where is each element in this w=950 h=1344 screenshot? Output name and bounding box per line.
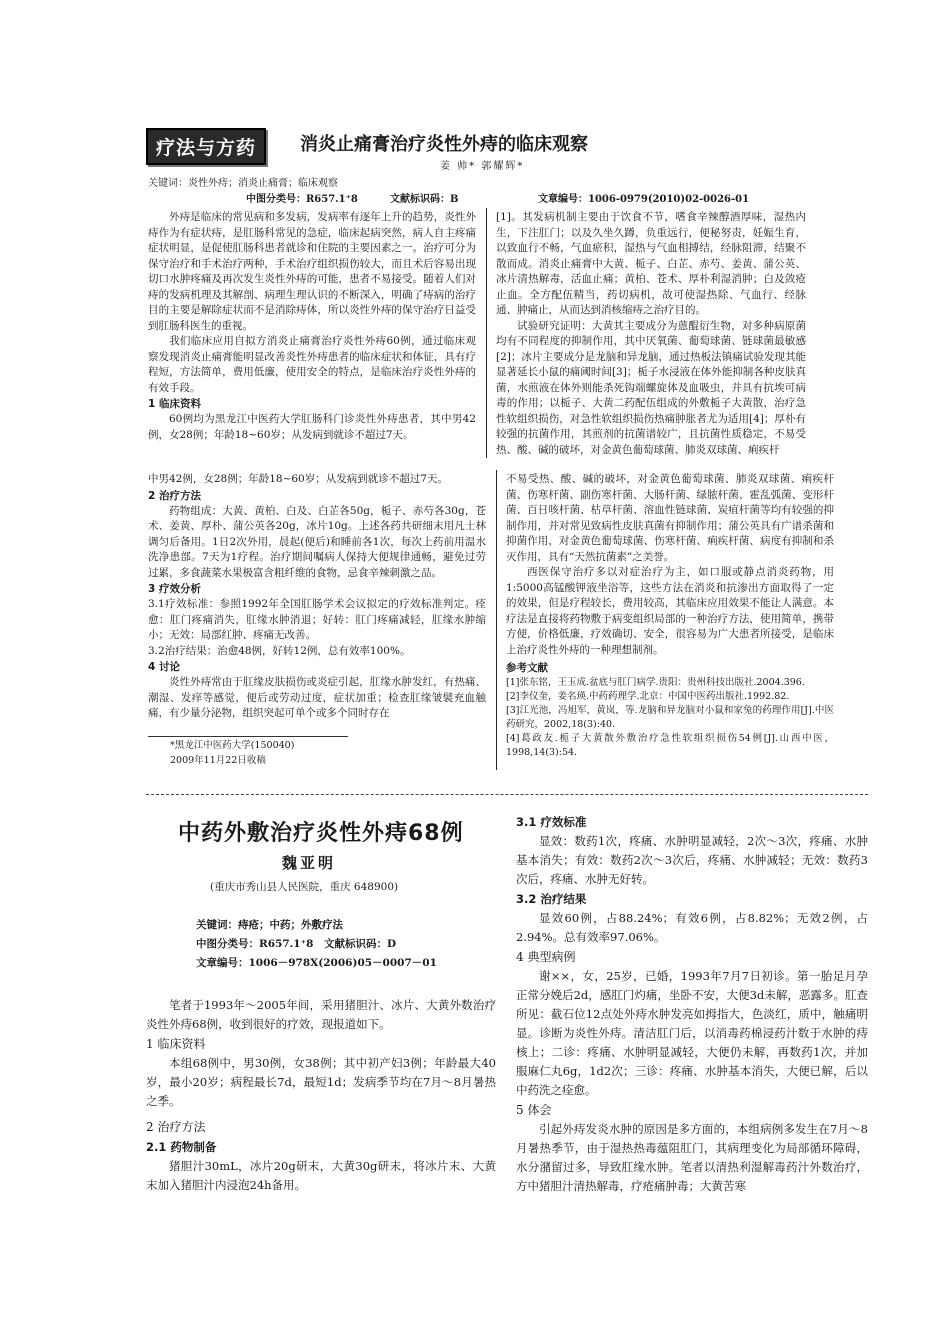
paragraph: 不易受热、酸、碱的破坏，对金黄色葡萄球菌、肺炎双球菌、痢疾杆菌、伤寒杆菌、副伤寒杆菌、大肠杆菌、绿脓杆菌、霍乱弧菌、变形杆菌、百日咳杆菌、枯草杆菌、溶血性链球菌、炭疽杆菌等均有较强的抑制作用，并对常见致病性皮肤真菌有抑制作用；蒲公英具有广谱杀菌和抑菌作用，对金黄色葡萄球菌、伤寒杆菌、痢疾杆菌、病度有抑制和杀灭作用，具有“天然抗菌素”之美誉。 xyxy=(506,473,834,563)
reference-item: [3]江光池，冯旭军，黄岚，等.龙脑和异龙脑对小鼠和家兔的药理作用[J].中医药研究，2002,18(3):40. xyxy=(506,705,834,730)
section-heading: 1 临床资料 xyxy=(146,1037,206,1051)
paragraph: 显效60例，占88.24%；有效6例，占8.82%；无效2例，占2.94%。总有效率97.06%。 xyxy=(516,911,868,944)
article1-article-no: 文章编号：1006-0979(2010)02-0026-01 xyxy=(538,194,750,205)
article2-affiliation: (重庆市秀山县人民医院，重庆 648900) xyxy=(210,881,399,893)
reference-item: [1]张东铭，王玉成.盆底与肛门病学.贵阳：贵州科技出版社.2004.396. xyxy=(506,677,805,688)
article-divider xyxy=(146,794,868,795)
article2-doc-code: 文献标识码：D xyxy=(324,938,397,950)
paragraph: 3.2治疗结果：治愈48例，好转12例，总有效率100%。 xyxy=(148,644,411,657)
section-heading: 4 典型病例 xyxy=(516,950,576,964)
article1-title: 消炎止痛膏治疗炎性外痔的临床观察 xyxy=(300,134,588,155)
footnote-rule xyxy=(148,736,348,737)
paragraph: 炎性外痔常由于肛缘皮肤损伤或炎症引起，肛缘水肿发红，有热痛、潮湿、发痒等感觉，便后或劳动过度，症状加重；检查肛缘皱襞充血触痛，有少量分泌物，组织突起可单个或多个同时存在 xyxy=(148,676,486,719)
article1-authors: 姜 帅* 郭耀辉* xyxy=(440,161,525,172)
article2-author: 魏亚明 xyxy=(282,854,337,872)
paragraph: 外痔是临床的常见病和多发病，发病率有逐年上升的趋势，炎性外痔作为有症状痔，是肛肠科常见的急症，临床起病突然，病人自主疼痛症状明显，是促使肛肠科患者就诊和住院的主要因素之一。治疗可分为保守治疗和手术治疗两种，手术治疗组织损伤较大，而且术后容易出现切口水肿疼痛及再次发生炎性外痔的可能，患者不易接受。随着人们对痔的发病机理及其解剖、病理生理认识的不断深入，明确了痔病的治疗目的主要是解除症状而不是消除痔体，所以炎性外痔的保守治疗日益受到肛肠科医生的重视。 xyxy=(148,211,476,332)
section-heading: 4 讨论 xyxy=(148,661,180,673)
section-heading: 1 临床资料 xyxy=(148,398,201,410)
article2-clc: 中图分类号：R657.1⁺8 xyxy=(196,938,314,950)
reference-item: [4]葛政友.栀子大黄散外敷治疗急性软组织损伤54例[J].山西中医，1998,14(3):54. xyxy=(506,733,834,758)
article1-keywords: 关键词：炎性外痔；消炎止痛膏；临床观察 xyxy=(148,178,338,189)
article2-title: 中药外敷治疗炎性外痔68例 xyxy=(178,821,464,846)
article2-right-column xyxy=(516,812,868,1196)
subsection-heading: 3.1 疗效标准 xyxy=(516,815,587,829)
article1-left-top xyxy=(148,210,476,443)
article1-clc: 中图分类号：R657.1⁺8 xyxy=(246,194,358,205)
paragraph: 我们临床应用自拟方消炎止痛膏治疗炎性外痔60例，通过临床观察发现消炎止痛膏能明显改善炎性外痔患者的临床症状和体征，具有疗程短，方法简单，费用低廉，使用安全的特点，是临床治疗炎性外痔的有效手段。 xyxy=(148,335,476,394)
footnote-received: 2009年11月22日收稿 xyxy=(170,755,266,766)
section-heading: 3 疗效分析 xyxy=(148,583,201,595)
article1-right-bottom xyxy=(506,472,834,760)
subsection-heading: 2.1 药物制备 xyxy=(146,1140,217,1154)
column-badge: 疗法与方药 xyxy=(146,128,266,165)
paragraph: 谢××，女，25岁，已婚，1993年7月7日初诊。第一胎足月孕正常分娩后2d，感肛门灼痛，坐卧不安，大便3d未解，恶露多。肛查所见：截石位12点处外痔水肿发亮如拇指大，色淡红，质中，触痛明显。诊断为炎性外痔。清洁肛门后，以消毒药棉浸药汁数于水肿的痔核上；二诊：疼痛、水肿明显减轻，大便仍未解，再数药1次，并加服麻仁丸6g，1d2次；三诊：疼痛、水肿基本消失，大便已解，后以中药洗之痊愈。 xyxy=(516,969,868,1097)
paragraph: 中男42例，女28例；年龄18~60岁；从发病到就诊不超过7天。 xyxy=(148,473,448,485)
paragraph: 猪胆汁30mL，冰片20g研末，大黄30g研末，将冰片末、大黄末加入猪胆汁内浸泡24h备用。 xyxy=(146,1159,496,1192)
paragraph: [1]。其发病机制主要由于饮食不节，嗜食辛辣醇酒厚味，湿热内生，下注肛门；以及久坐久蹲，负重远行，便秘努责，妊娠生育，以致血行不畅，气血瘀积，湿热与气血相搏结，经脉阻滞，结聚不散而成。消炎止痛膏中大黄、栀子、白芷、赤芍、姜黄、蒲公英、冰片清热解毒，活血止痛；黄柏、苍术、厚朴利湿消肿；白及敛疮止血。全方配伍精当，药切病机，故可使湿热除、气血行、经脉通、肿痛止，从而达到消核缩痔之治疗目的。 xyxy=(496,211,806,316)
article2-left-column xyxy=(146,996,496,1195)
paragraph: 西医保守治疗多以对症治疗为主，如口服或静点消炎药物，用1:5000高锰酸钾液坐浴等，这些方法在消炎和抗渗出方面取得了一定的效果，但是疗程较长，费用较高，其临床应用效果不能让人满意。本疗法是直接将药物敷于病变组织局部的一种治疗方法，使用简单，携带方便，价格低廉，疗效确切、安全，很容易为广大患者所接受，是临床上治疗炎性外痔的一种理想制剂。 xyxy=(506,566,834,656)
subsection-heading: 3.2 治疗结果 xyxy=(516,892,587,906)
references-heading: 参考文献 xyxy=(506,662,548,674)
paragraph: 试验研究证明：大黄其主要成分为蒽醌衍生物，对多种病原菌均有不同程度的抑制作用，其中厌氧菌、葡萄球菌、链球菌最敏感[2]；冰片主要成分是龙脑和异龙脑，通过热板法镇痛试验发现其能显著延长小鼠的痛阈时间[3]；栀子水浸液在体外能抑制各种皮肤真菌，水煎液在体外则能杀死钩端螺旋体及血吸虫，并具有抗埃可病毒的作用；以栀子、大黄二药配伍组成的外敷栀子大黄散，治疗急性软组织损伤，对急性软组织损伤热痛肿胀者尤为适用[4]；厚朴有较强的抗菌作用，其煎剂的抗菌谱较广，且抗菌性质稳定，不易受热、酸、碱的破坏，对金黄色葡萄球菌、肺炎双球菌、痢疾杆 xyxy=(496,319,806,456)
section-heading: 2 治疗方法 xyxy=(146,1120,206,1134)
section-heading: 2 治疗方法 xyxy=(148,489,201,502)
footnote-affiliation: *黑龙江中医药大学(150040) xyxy=(170,740,295,751)
paragraph: 本组68例中，男30例，女38例；其中初产妇3例；年龄最大40岁，最小20岁；病程最长7d，最短1d；发病季节均在7月～8月暑热之季。 xyxy=(146,1056,496,1108)
article1-doc-code: 文献标识码：B xyxy=(390,194,459,205)
section-heading: 5 体会 xyxy=(516,1103,552,1117)
paragraph: 显效：数药1次，疼痛、水肿明显减轻，2次～3次，疼痛、水肿基本消失；有效：数药2次～3次后，疼痛、水肿减轻；无效：数药3次后，疼痛、水肿无好转。 xyxy=(516,834,868,886)
paragraph: 3.1疗效标准：参照1992年全国肛肠学术会议拟定的疗效标准判定。痊愈：肛门疼痛消失，肛缘水肿消退；好转：肛门疼痛减轻，肛缘水肿缩小；无效：局部红肿、疼痛无改善。 xyxy=(148,598,486,641)
article2-keywords: 关键词：痔疮；中药；外敷疗法 xyxy=(196,919,343,931)
paragraph: 药物组成：大黄、黄柏、白及、白芷各50g，栀子、赤芍各30g，苍术、姜黄、厚朴、蒲公英各20g，冰片10g。上述各药共研细末用凡士林调匀后备用。1日2次外用，晨起(便后)和睡前各1次，每次上药前用温水洗净患部。7天为1疗程。治疗期间嘱病人保持大便规律通畅，避免过劳过累，多食蔬菜水果极富含粗纤维的食物，忌食辛辣刺激之品。 xyxy=(148,504,486,579)
paragraph: 笔者于1993年～2005年间，采用猪胆汁、冰片、大黄外数治疗炎性外痔68例，收到很好的疗效，现报道如下。 xyxy=(146,998,496,1031)
article1-right-top xyxy=(496,210,806,458)
column-rule xyxy=(486,208,487,458)
paragraph: 60例均为黑龙江中医药大学肛肠科门诊炎性外痔患者，其中男42例，女28例；年龄18~60岁；从发病到就诊不超过7天。 xyxy=(148,413,476,441)
paragraph: 引起外痔发炎水肿的原因是多方面的，本组病例多发生在7月～8月暑热季节，由于湿热热毒蕴阻肛门，其病理变化为局部循环障碍，水分潴留过多，导致肛缘水肿。笔者以清热利湿解毒药汁外数治疗，方中猪胆汁清热解毒，疗疮痛肿毒；大黄苦寒 xyxy=(516,1122,868,1193)
article1-left-bottom xyxy=(148,472,486,722)
reference-item: [2]李仪奎，姜名瑛.中药药理学.北京：中国中医药出版社.1992.82. xyxy=(506,691,790,702)
column-rule xyxy=(496,470,497,770)
article2-article-no: 文章编号：1006－978X(2006)05－0007－01 xyxy=(196,957,437,969)
